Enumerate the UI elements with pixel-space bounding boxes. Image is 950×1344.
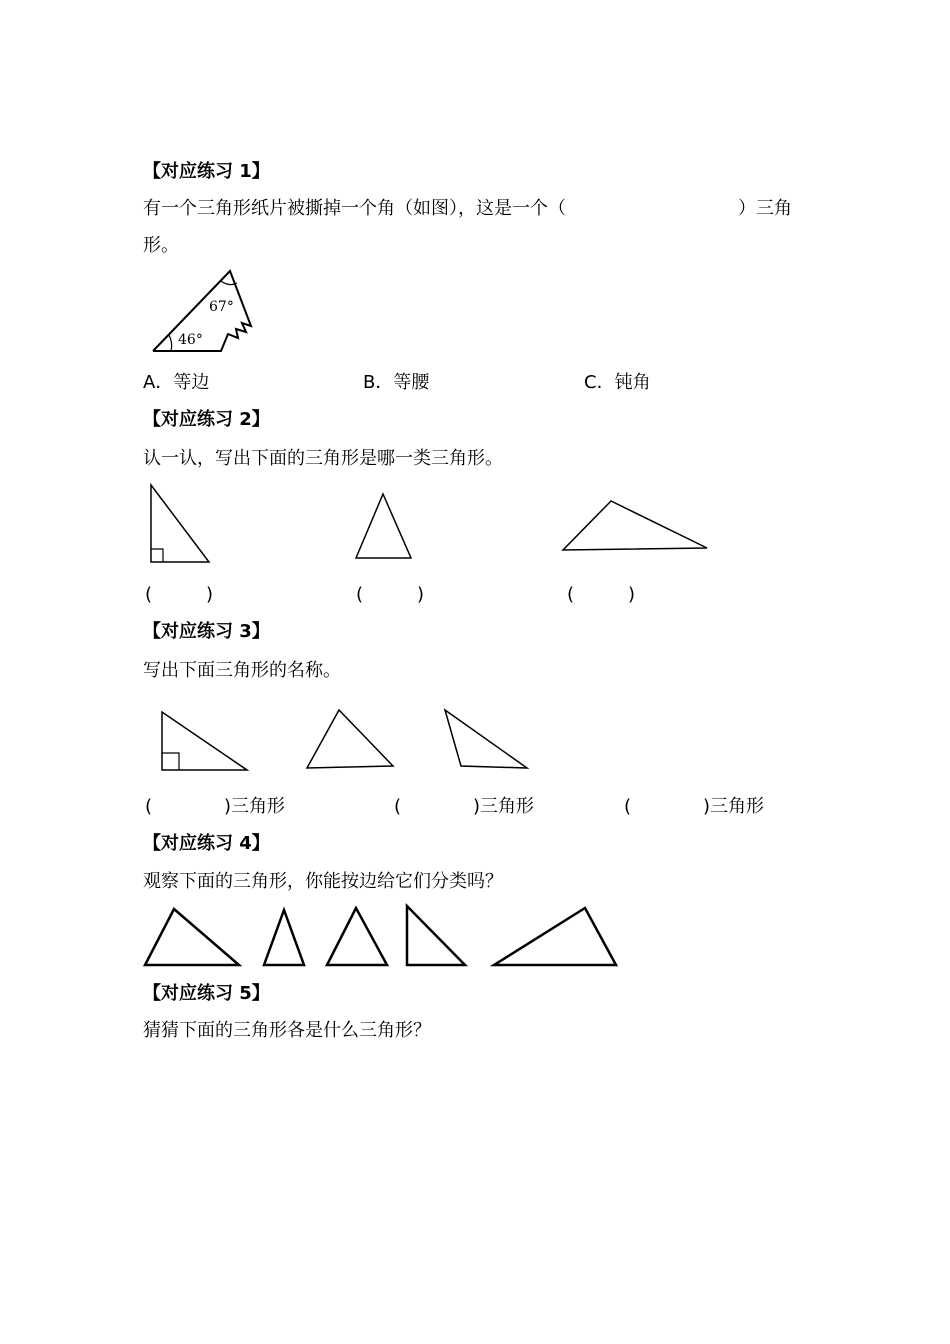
angle-67-label: 67° (209, 299, 234, 315)
ex1-option-b: B．等腰 (363, 372, 430, 393)
ex4-triangle-4 (407, 906, 465, 965)
ex1-question-line1-end: ）三角 (738, 198, 792, 219)
ex1-heading: 【对应练习 1】 (143, 161, 270, 182)
ex2-answer-1: ( ) (145, 584, 214, 605)
ex2-heading: 【对应练习 2】 (143, 409, 270, 430)
ex4-triangle-3 (327, 908, 387, 965)
ex1-option-a: A．等边 (143, 372, 210, 393)
ex4-triangle-2 (264, 910, 304, 965)
ex2-answer-2: ( ) (356, 584, 425, 605)
ex4-question: 观察下面的三角形，你能按边给它们分类吗？ (143, 871, 503, 892)
ex1-question-line1: 有一个三角形纸片被撕掉一个角（如图），这是一个（ (143, 198, 566, 219)
ex1-question-line2: 形。 (143, 235, 179, 256)
ex3-heading: 【对应练习 3】 (143, 621, 270, 642)
ex3-question: 写出下面三角形的名称。 (143, 660, 341, 681)
ex5-heading: 【对应练习 5】 (143, 983, 270, 1004)
ex3-answer-1: ( )三角形 (145, 796, 286, 817)
ex4-heading: 【对应练习 4】 (143, 833, 270, 854)
ex4-triangle-5 (494, 908, 616, 965)
ex5-question: 猜猜下面的三角形各是什么三角形？ (143, 1020, 431, 1041)
ex2-question: 认一认，写出下面的三角形是哪一类三角形。 (143, 448, 503, 469)
ex3-answer-3: ( )三角形 (624, 796, 765, 817)
ex4-triangle-1 (145, 909, 239, 965)
angle-46-label: 46° (178, 332, 203, 348)
ex3-answer-2: ( )三角形 (394, 796, 535, 817)
ex2-answer-3: ( ) (567, 584, 636, 605)
ex1-option-c: C．钝角 (584, 372, 651, 393)
